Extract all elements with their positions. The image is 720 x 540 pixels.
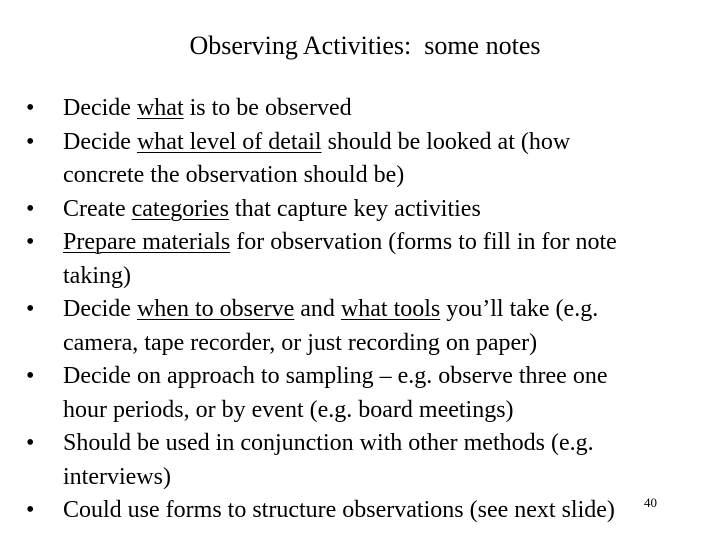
- bullet-list: [26, 92, 720, 528]
- text-segment: and: [294, 296, 341, 322]
- underlined-term: when to observe: [136, 296, 295, 322]
- bullet-line: Could use forms to structure observations (see next slide): [63, 497, 615, 523]
- text-segment: Decide: [63, 95, 137, 121]
- slide-title: Observing Activities: some notes: [189, 31, 541, 60]
- bullet-line: Should be used in conjunction with other methods (e.g.: [63, 430, 594, 456]
- bullet-line: [63, 226, 720, 260]
- bullet-item: [26, 92, 720, 126]
- bullet-icon: •: [26, 363, 35, 389]
- bullet-icon: •: [26, 195, 35, 222]
- underlined-term: categories: [131, 195, 229, 222]
- bullet-item: [26, 360, 720, 427]
- underlined-term: Prepare materials: [63, 229, 231, 255]
- bullet-icon: •: [26, 128, 35, 155]
- bullet-line: [63, 293, 720, 327]
- bullet-icon: •: [26, 430, 35, 456]
- bullet-line: taking): [63, 262, 131, 289]
- bullet-line: hour periods, or by event (e.g. board meetings): [63, 396, 514, 423]
- text-segment: that capture key activities: [228, 195, 481, 222]
- page-number: 40: [644, 495, 657, 510]
- text-segment: Create: [63, 195, 132, 222]
- underlined-term: what: [136, 95, 184, 121]
- bullet-icon: •: [26, 229, 35, 255]
- bullet-line: interviews): [63, 463, 171, 490]
- bullet-line: camera, tape recorder, or just recording on paper): [63, 329, 538, 356]
- bullet-line: concrete the observation should be): [63, 162, 405, 188]
- bullet-item: [26, 293, 720, 360]
- bullet-icon: •: [26, 296, 35, 322]
- bullet-item: [26, 427, 720, 494]
- text-segment: you’ll take (e.g.: [440, 296, 599, 322]
- text-segment: Decide: [63, 128, 137, 155]
- bullet-line: [63, 193, 720, 227]
- bullet-line: Decide on approach to sampling – e.g. observe three one: [63, 363, 608, 389]
- underlined-term: what level of detail: [136, 128, 322, 155]
- bullet-icon: •: [26, 497, 35, 523]
- text-segment: is to be observed: [183, 95, 352, 121]
- bullet-item: [26, 226, 720, 293]
- bullet-icon: •: [26, 95, 35, 121]
- bullet-item: [26, 193, 720, 227]
- bullet-item: [26, 494, 720, 528]
- bullet-item: [26, 126, 720, 193]
- underlined-term: what tools: [340, 296, 441, 322]
- bullet-line: [63, 126, 720, 160]
- text-segment: should be looked at (how: [321, 128, 571, 155]
- text-segment: for observation (forms to fill in for note: [230, 229, 617, 255]
- text-segment: Decide: [63, 296, 137, 322]
- bullet-line: [63, 92, 720, 126]
